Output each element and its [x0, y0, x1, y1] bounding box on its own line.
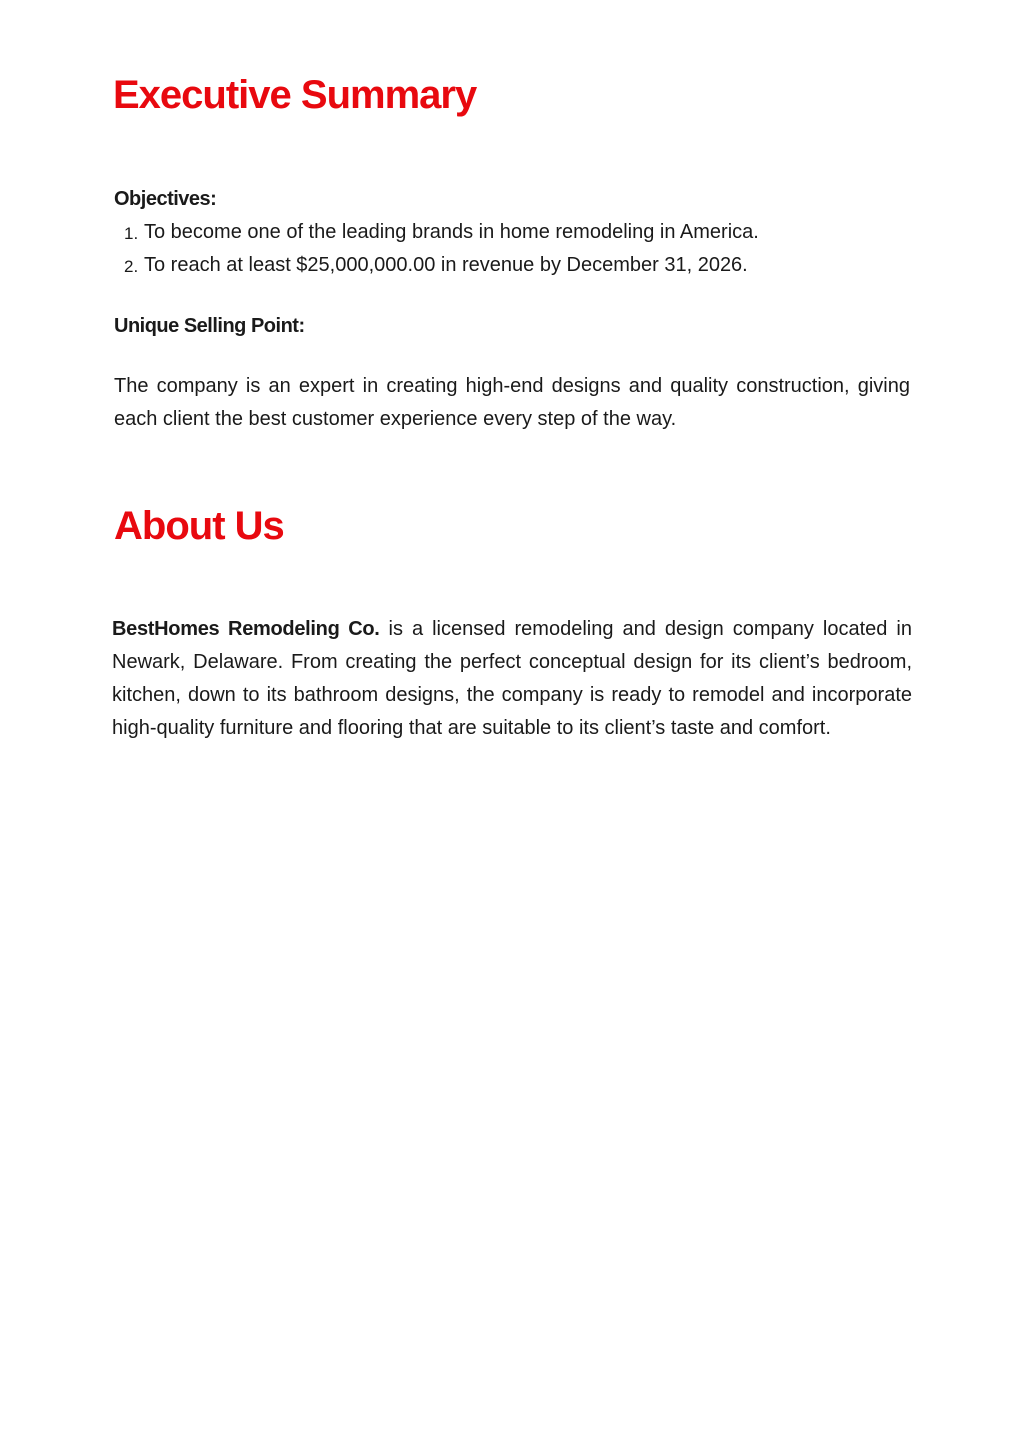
- objectives-list: [124, 216, 759, 282]
- list-item-text: To reach at least $25,000,000.00 in revenue by December 31, 2026.: [144, 254, 748, 276]
- list-item: [124, 216, 759, 249]
- list-item: [124, 249, 759, 282]
- about-us-body: is a licensed remodeling and design company located in Newark, Delaware. From creating the perfect conceptual design for its client’s bedroom, kitchen, down to its bathroom designs, the company is ready to remodel and incorporate high-quality furniture and flooring that are suitable to its client’s taste and comfort.: [112, 618, 912, 739]
- about-us-heading: About Us: [114, 504, 284, 548]
- about-us-paragraph: [112, 613, 912, 745]
- list-item-number: 2.: [124, 257, 139, 276]
- list-item-text: To become one of the leading brands in home remodeling in America.: [144, 221, 759, 243]
- unique-selling-point-label: Unique Selling Point:: [114, 315, 305, 337]
- company-name: BestHomes Remodeling Co.: [112, 618, 380, 640]
- executive-summary-heading: Executive Summary: [113, 73, 477, 117]
- objectives-label: Objectives:: [114, 188, 217, 210]
- unique-selling-point-text: The company is an expert in creating high-end designs and quality construction, giving each client the best customer experience every step of the way.: [114, 375, 910, 430]
- list-item-number: 1.: [124, 224, 139, 243]
